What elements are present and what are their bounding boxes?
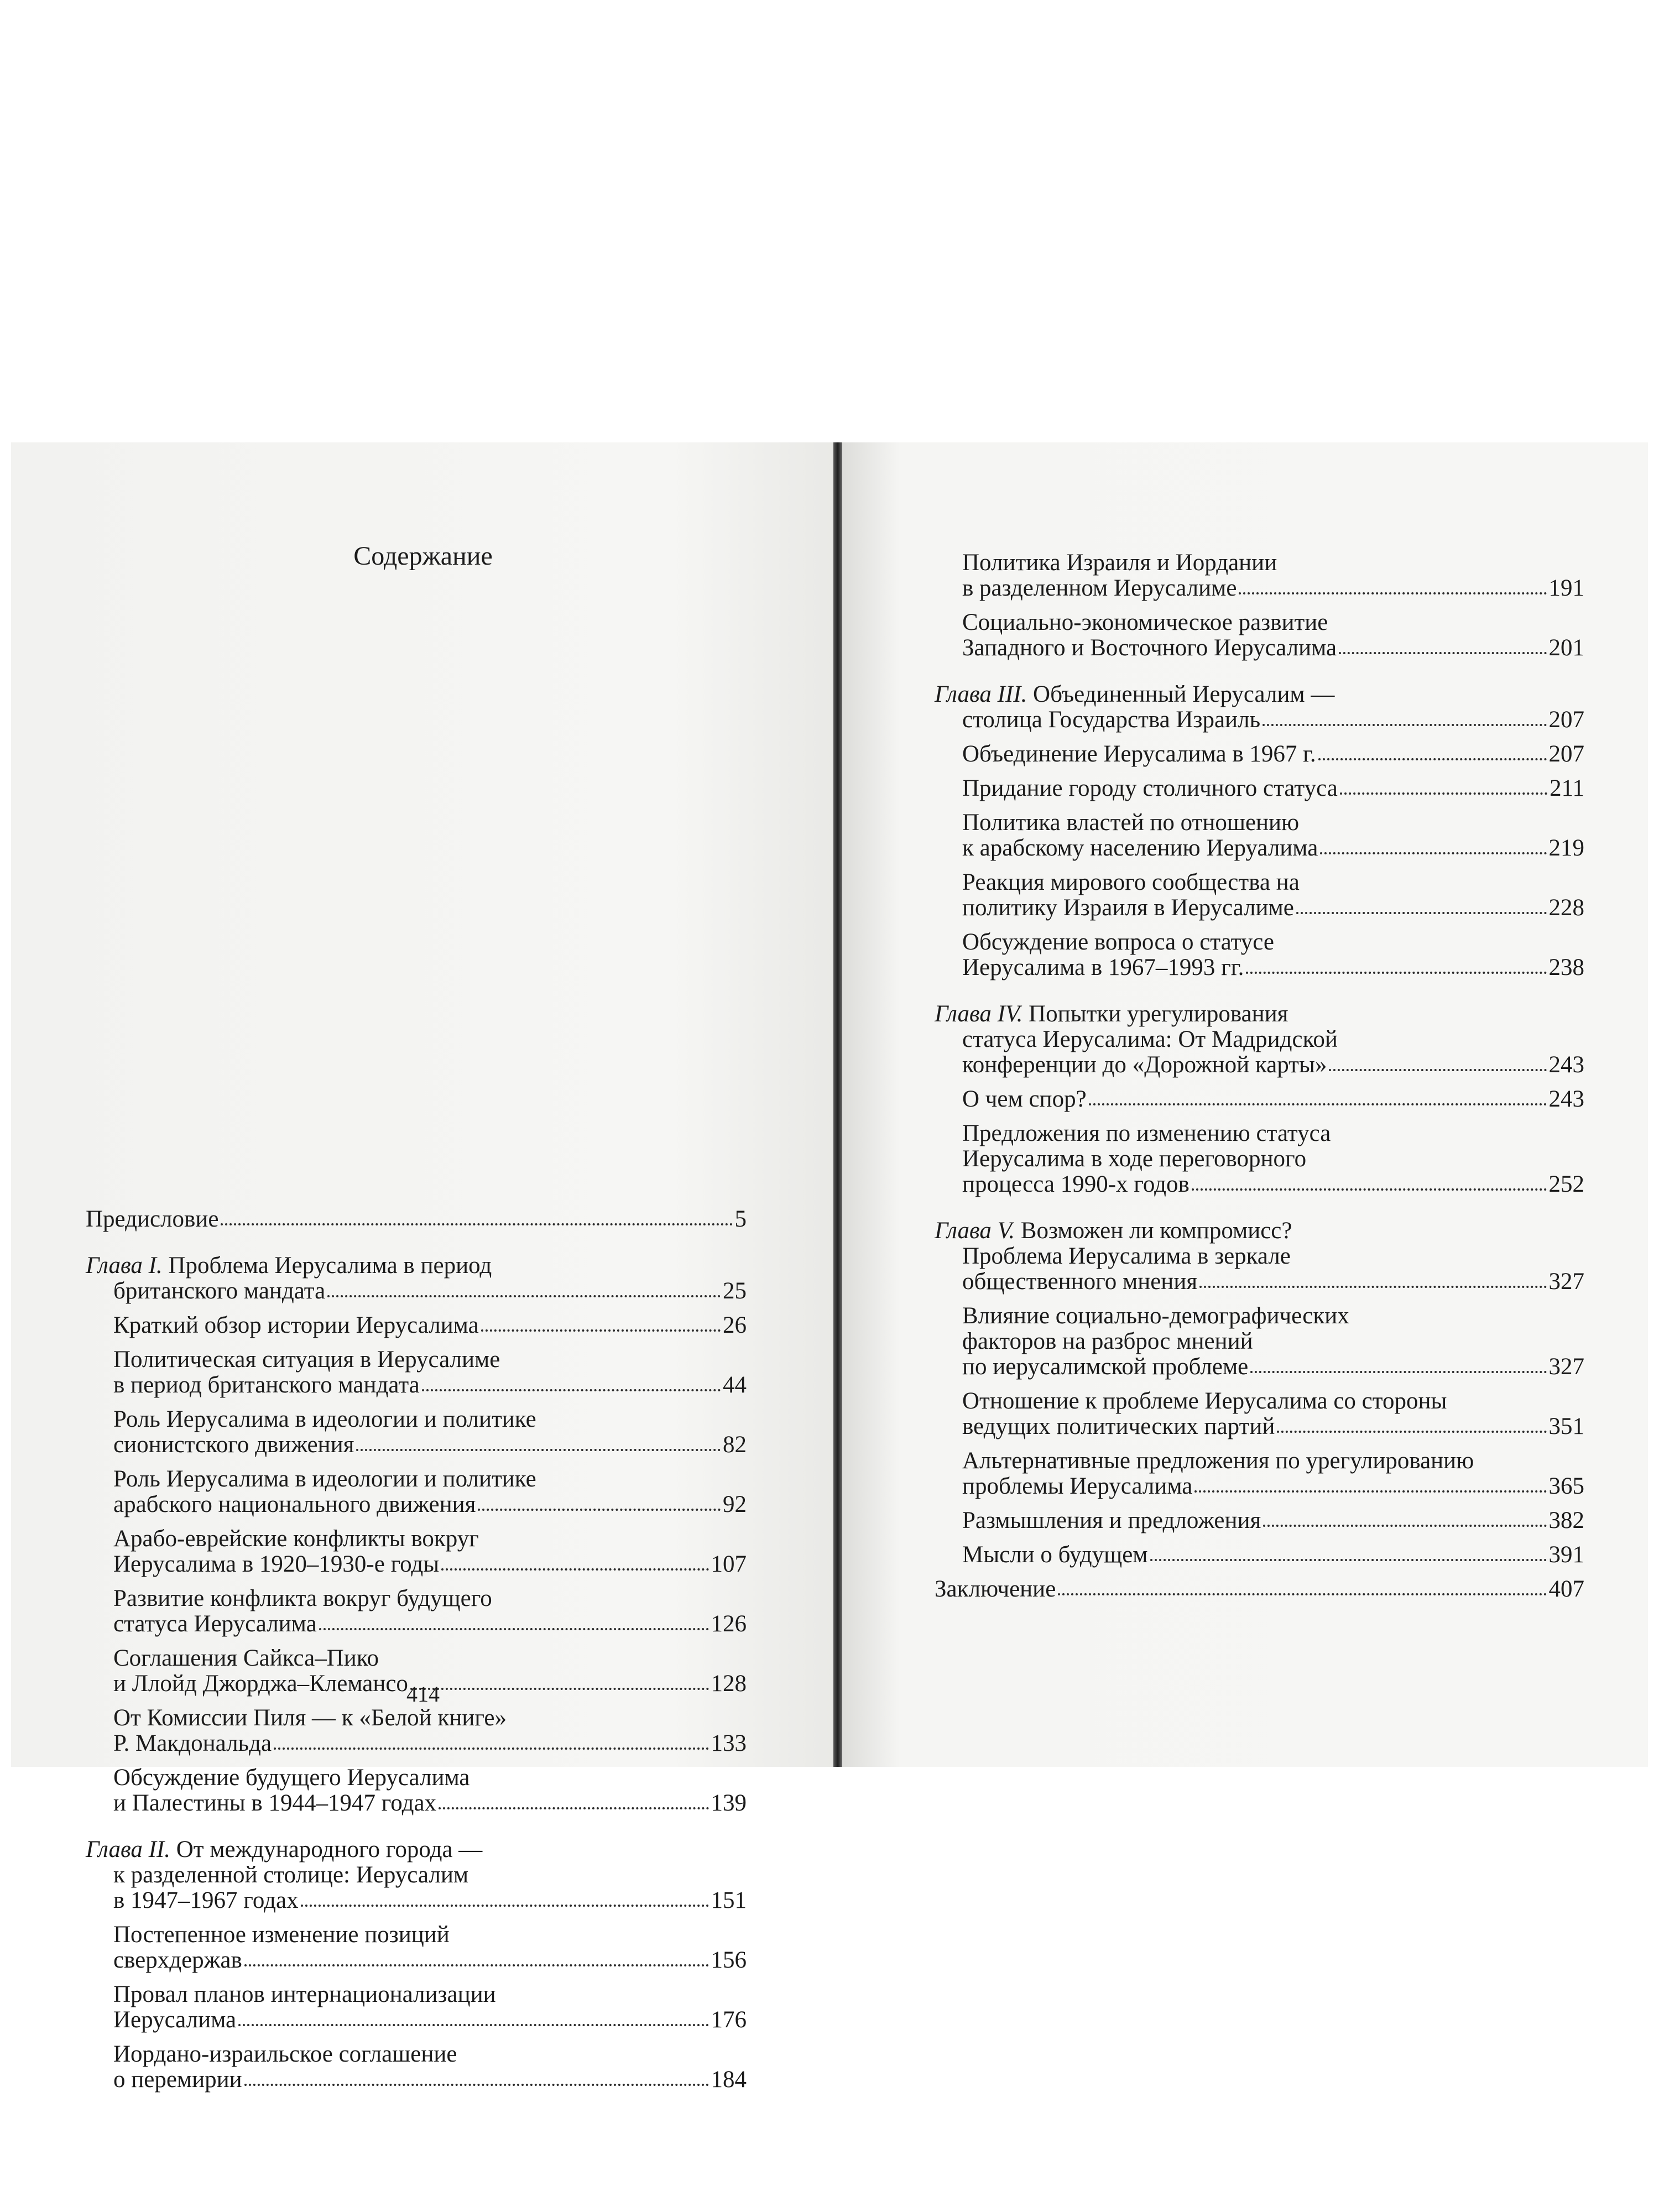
entry-text: Объединение Иерусалима в 1967 г. — [962, 741, 1316, 767]
page-ref: 238 — [1548, 954, 1584, 980]
entry-last-line — [962, 776, 1584, 801]
entry-text: британского мандата — [113, 1278, 326, 1304]
entry-last-line — [962, 1508, 1584, 1533]
dot-leader — [1150, 1559, 1547, 1561]
entry-text: общественного мнения — [962, 1269, 1198, 1295]
toc-entry-preface — [86, 1207, 747, 1232]
dot-leader — [1250, 1371, 1546, 1373]
entry-last-line — [86, 1888, 747, 1913]
entry-line: Обсуждение будущего Иерусалима — [113, 1765, 470, 1791]
entry-text: в разделенном Иерусалиме — [962, 575, 1237, 601]
entry-text: Предисловие — [86, 1206, 219, 1232]
entry-line: Политика Израиля и Иордании — [962, 550, 1277, 576]
dot-leader — [244, 1964, 709, 1966]
right-page — [835, 442, 1648, 1767]
entry-text: в 1947–1967 годах — [113, 1887, 299, 1913]
page-ref: 191 — [1548, 575, 1584, 601]
dot-leader — [1199, 1286, 1546, 1288]
dot-leader — [1318, 758, 1547, 760]
page-ref: 201 — [1548, 635, 1584, 661]
entry-text: Мысли о будущем — [962, 1542, 1148, 1568]
entry-text: столица Государства Израиль — [962, 707, 1261, 733]
toc-entry-section — [86, 1313, 747, 1338]
dot-leader — [221, 1223, 732, 1225]
dot-leader — [1192, 1188, 1547, 1191]
toc-right — [935, 550, 1584, 1602]
page-ref: 176 — [711, 2007, 747, 2033]
dot-leader — [439, 1807, 708, 1809]
entry-line: Проблема Иерусалима в зеркале — [962, 1243, 1291, 1269]
entry-last-line — [962, 955, 1584, 980]
book-gutter — [833, 442, 842, 1767]
toc-entry-chapter — [935, 1218, 1584, 1295]
entry-line: Иерусалима в ходе переговорного — [962, 1146, 1307, 1172]
page-ref: 156 — [711, 1947, 747, 1973]
page-ref: 44 — [723, 1372, 747, 1398]
chapter-label: Глава II. — [86, 1837, 170, 1863]
entry-text: конференции до «Дорожной карты» — [962, 1052, 1327, 1078]
dot-leader — [1089, 1103, 1547, 1105]
toc-entry-section — [86, 1765, 747, 1816]
chapter-label: Глава III. — [935, 681, 1027, 707]
entry-last-line — [113, 1791, 747, 1816]
toc-entry-section — [935, 1303, 1584, 1380]
toc-left — [86, 1207, 747, 2093]
entry-line: Социально-экономическое развитие — [962, 609, 1328, 635]
page-ref: 151 — [711, 1887, 747, 1913]
page-ref: 243 — [1548, 1052, 1584, 1078]
toc-entry-conclusion — [935, 1577, 1584, 1602]
entry-last-line — [86, 1207, 747, 1232]
entry-line: Роль Иерусалима в идеологии и политике — [113, 1466, 536, 1492]
entry-text: статуса Иерусалима — [113, 1611, 317, 1637]
entry-last-line — [935, 1269, 1584, 1295]
entry-line: Роль Иерусалима в идеологии и политике — [113, 1406, 536, 1432]
page-ref: 252 — [1548, 1171, 1584, 1197]
entry-line: Провал планов интернационализации — [113, 1981, 496, 2007]
entry-text: по иерусалимской проблеме — [962, 1354, 1249, 1380]
entry-line: Глава IV. Попытки урегулирования — [935, 1001, 1288, 1027]
entry-last-line — [935, 1577, 1584, 1602]
toc-entry-chapter — [935, 682, 1584, 733]
page-ref: 211 — [1550, 775, 1584, 801]
dot-leader — [274, 1747, 708, 1750]
dot-leader — [1262, 724, 1546, 726]
entry-text: политику Израиля в Иерусалиме — [962, 895, 1294, 921]
entry-text: о перемирии — [113, 2067, 242, 2093]
page-ref: 327 — [1548, 1354, 1584, 1380]
toc-entry-section — [86, 1407, 747, 1458]
entry-text: Заключение — [935, 1576, 1056, 1602]
dot-leader — [1058, 1593, 1546, 1595]
entry-line: факторов на разброс мнений — [962, 1328, 1253, 1354]
entry-line: Влияние социально-демографических — [962, 1303, 1349, 1329]
dot-leader — [1329, 1069, 1546, 1071]
book-spread — [11, 442, 1648, 2093]
page-ref: 26 — [723, 1312, 747, 1338]
entry-line: Глава V. Возможен ли компромисс? — [935, 1218, 1292, 1244]
toc-entry-chapter — [935, 1001, 1584, 1078]
entry-last-line — [113, 1552, 747, 1577]
toc-entry-section — [86, 1467, 747, 1517]
dot-leader — [1339, 652, 1546, 654]
entry-text: Иерусалима — [113, 2007, 237, 2033]
toc-entry-section — [935, 610, 1584, 661]
dot-leader — [1277, 1431, 1546, 1433]
dot-leader — [481, 1329, 721, 1332]
entry-line: Соглашения Сайкса–Пико — [113, 1645, 379, 1671]
dot-leader — [356, 1449, 721, 1451]
entry-line: Предложения по изменению статуса — [962, 1120, 1331, 1146]
page-ref: 25 — [723, 1278, 747, 1304]
entry-last-line — [962, 1414, 1584, 1439]
entry-text: и Ллойд Джорджа–Клемансо — [113, 1671, 408, 1697]
dot-leader — [1320, 852, 1546, 854]
toc-entry-section — [935, 930, 1584, 980]
page-ref: 107 — [711, 1551, 747, 1577]
entry-line: к разделенной столице: Иерусалим — [113, 1862, 469, 1888]
entry-line: Арабо-еврейские конфликты вокруг — [113, 1526, 479, 1552]
dot-leader — [441, 1568, 708, 1571]
entry-line: статуса Иерусалима: От Мадридской — [962, 1026, 1338, 1052]
toc-title: Содержание — [353, 541, 493, 571]
entry-last-line — [113, 1492, 747, 1517]
toc-entry-section — [86, 2042, 747, 2093]
toc-entry-section — [935, 742, 1584, 767]
entry-last-line — [962, 1172, 1584, 1197]
entry-last-line — [962, 1542, 1584, 1568]
chapter-label: Глава V. — [935, 1218, 1015, 1244]
entry-text: в период британского мандата — [113, 1372, 420, 1398]
entry-text: проблемы Иерусалима — [962, 1473, 1193, 1499]
entry-last-line — [113, 2007, 747, 2033]
entry-last-line — [962, 836, 1584, 861]
page-ref: 228 — [1548, 895, 1584, 921]
page-ref: 391 — [1548, 1542, 1584, 1568]
toc-entry-chapter — [86, 1253, 747, 1304]
entry-line: Политика властей по отношению — [962, 810, 1300, 836]
entry-line: Отношение к проблеме Иерусалима со стороны — [962, 1388, 1447, 1414]
page-ref: 327 — [1548, 1269, 1584, 1295]
dot-leader — [422, 1389, 721, 1391]
page-ref: 82 — [723, 1432, 747, 1458]
entry-last-line — [962, 742, 1584, 767]
entry-last-line — [113, 1432, 747, 1458]
entry-last-line — [962, 576, 1584, 601]
entry-last-line — [113, 2067, 747, 2093]
entry-line: От Комиссии Пиля — к «Белой книге» — [113, 1705, 507, 1731]
page-ref: 92 — [723, 1491, 747, 1517]
page-ref: 139 — [711, 1790, 747, 1816]
toc-entry-section — [935, 1508, 1584, 1533]
toc-entry-section — [86, 1526, 747, 1577]
toc-entry-section — [935, 810, 1584, 861]
page-ref: 243 — [1548, 1086, 1584, 1112]
entry-line: Глава III. Объединенный Иерусалим — — [935, 681, 1335, 707]
page-ref: 128 — [711, 1671, 747, 1697]
toc-entry-section — [935, 550, 1584, 601]
entry-text: Западного и Восточного Иерусалима — [962, 635, 1337, 661]
entry-line: Обсуждение вопроса о статусе — [962, 929, 1274, 955]
entry-text: Р. Макдональда — [113, 1730, 272, 1756]
entry-line: Иордано-израильское соглашение — [113, 2041, 457, 2067]
toc-entry-section — [935, 1087, 1584, 1112]
entry-line: Глава I. Проблема Иерусалима в период — [86, 1253, 492, 1279]
show-through-text — [77, 534, 763, 1319]
dot-leader — [1194, 1490, 1546, 1493]
toc-entry-section — [86, 1705, 747, 1756]
dot-leader — [319, 1628, 709, 1630]
dot-leader — [1296, 912, 1547, 914]
toc-entry-section — [935, 776, 1584, 801]
toc-entry-chapter — [86, 1837, 747, 1913]
entry-text: арабского национального движения — [113, 1491, 476, 1517]
toc-entry-section — [935, 870, 1584, 921]
entry-last-line — [962, 1354, 1584, 1380]
entry-text: к арабскому населению Иеруалима — [962, 835, 1318, 861]
chapter-label: Глава I. — [86, 1253, 163, 1279]
entry-text: и Палестины в 1944–1947 годах — [113, 1790, 437, 1816]
entry-text: О чем спор? — [962, 1086, 1087, 1112]
page-ref: 365 — [1548, 1473, 1584, 1499]
entry-line: Альтернативные предложения по урегулированию — [962, 1448, 1474, 1474]
page-ref: 5 — [734, 1206, 747, 1232]
entry-last-line — [113, 1948, 747, 1973]
dot-leader — [1246, 972, 1546, 974]
entry-last-line — [113, 1731, 747, 1756]
page-ref: 184 — [711, 2067, 747, 2093]
dot-leader — [244, 2084, 709, 2086]
page-ref: 219 — [1548, 835, 1584, 861]
entry-text: Краткий обзор истории Иерусалима — [113, 1312, 479, 1338]
entry-last-line — [113, 1611, 747, 1637]
toc-entry-section — [86, 1347, 747, 1398]
page-ref: 351 — [1548, 1413, 1584, 1439]
entry-line: Глава II. От международного города — — [86, 1837, 483, 1863]
page-ref: 133 — [711, 1730, 747, 1756]
toc-entry-section — [935, 1448, 1584, 1499]
entry-last-line — [962, 1474, 1584, 1499]
entry-text: Размышления и предложения — [962, 1507, 1261, 1533]
dot-leader — [327, 1295, 721, 1297]
page-ref: 407 — [1548, 1576, 1584, 1602]
page-ref: 382 — [1548, 1507, 1584, 1533]
page-ref: 207 — [1548, 707, 1584, 733]
dot-leader — [301, 1905, 709, 1907]
entry-last-line — [935, 707, 1584, 733]
dot-leader — [1263, 1525, 1546, 1527]
toc-entry-section — [86, 1586, 747, 1637]
entry-line: Развитие конфликта вокруг будущего — [113, 1585, 492, 1611]
page-ref: 207 — [1548, 741, 1584, 767]
chapter-label: Глава IV. — [935, 1001, 1023, 1027]
entry-text: Иерусалима в 1920–1930-е годы — [113, 1551, 440, 1577]
left-page — [11, 442, 835, 2093]
entry-text: ведущих политических партий — [962, 1413, 1275, 1439]
entry-line: Постепенное изменение позиций — [113, 1922, 450, 1948]
dot-leader — [238, 2024, 708, 2026]
toc-entry-section — [86, 1982, 747, 2033]
entry-text: сионистского движения — [113, 1432, 354, 1458]
page-ref: 126 — [711, 1611, 747, 1637]
entry-text: Придание городу столичного статуса — [962, 775, 1338, 801]
dot-leader — [1239, 592, 1546, 594]
entry-last-line — [962, 635, 1584, 661]
toc-entry-section — [935, 1542, 1584, 1568]
entry-last-line — [962, 895, 1584, 921]
entry-text: Иерусалима в 1967–1993 гг. — [962, 954, 1244, 980]
toc-entry-section — [935, 1121, 1584, 1197]
entry-line: Реакция мирового сообщества на — [962, 869, 1300, 895]
entry-last-line — [113, 1313, 747, 1338]
page-number: 414 — [406, 1682, 440, 1707]
dot-leader — [1340, 792, 1547, 795]
dot-leader — [478, 1509, 721, 1511]
toc-entry-section — [935, 1389, 1584, 1439]
entry-last-line — [113, 1373, 747, 1398]
entry-line: Политическая ситуация в Иерусалиме — [113, 1347, 500, 1373]
entry-text: процесса 1990-х годов — [962, 1171, 1190, 1197]
toc-entry-section — [86, 1922, 747, 1973]
entry-last-line — [935, 1052, 1584, 1078]
entry-last-line — [86, 1279, 747, 1304]
entry-last-line — [962, 1087, 1584, 1112]
entry-text: сверхдержав — [113, 1947, 242, 1973]
